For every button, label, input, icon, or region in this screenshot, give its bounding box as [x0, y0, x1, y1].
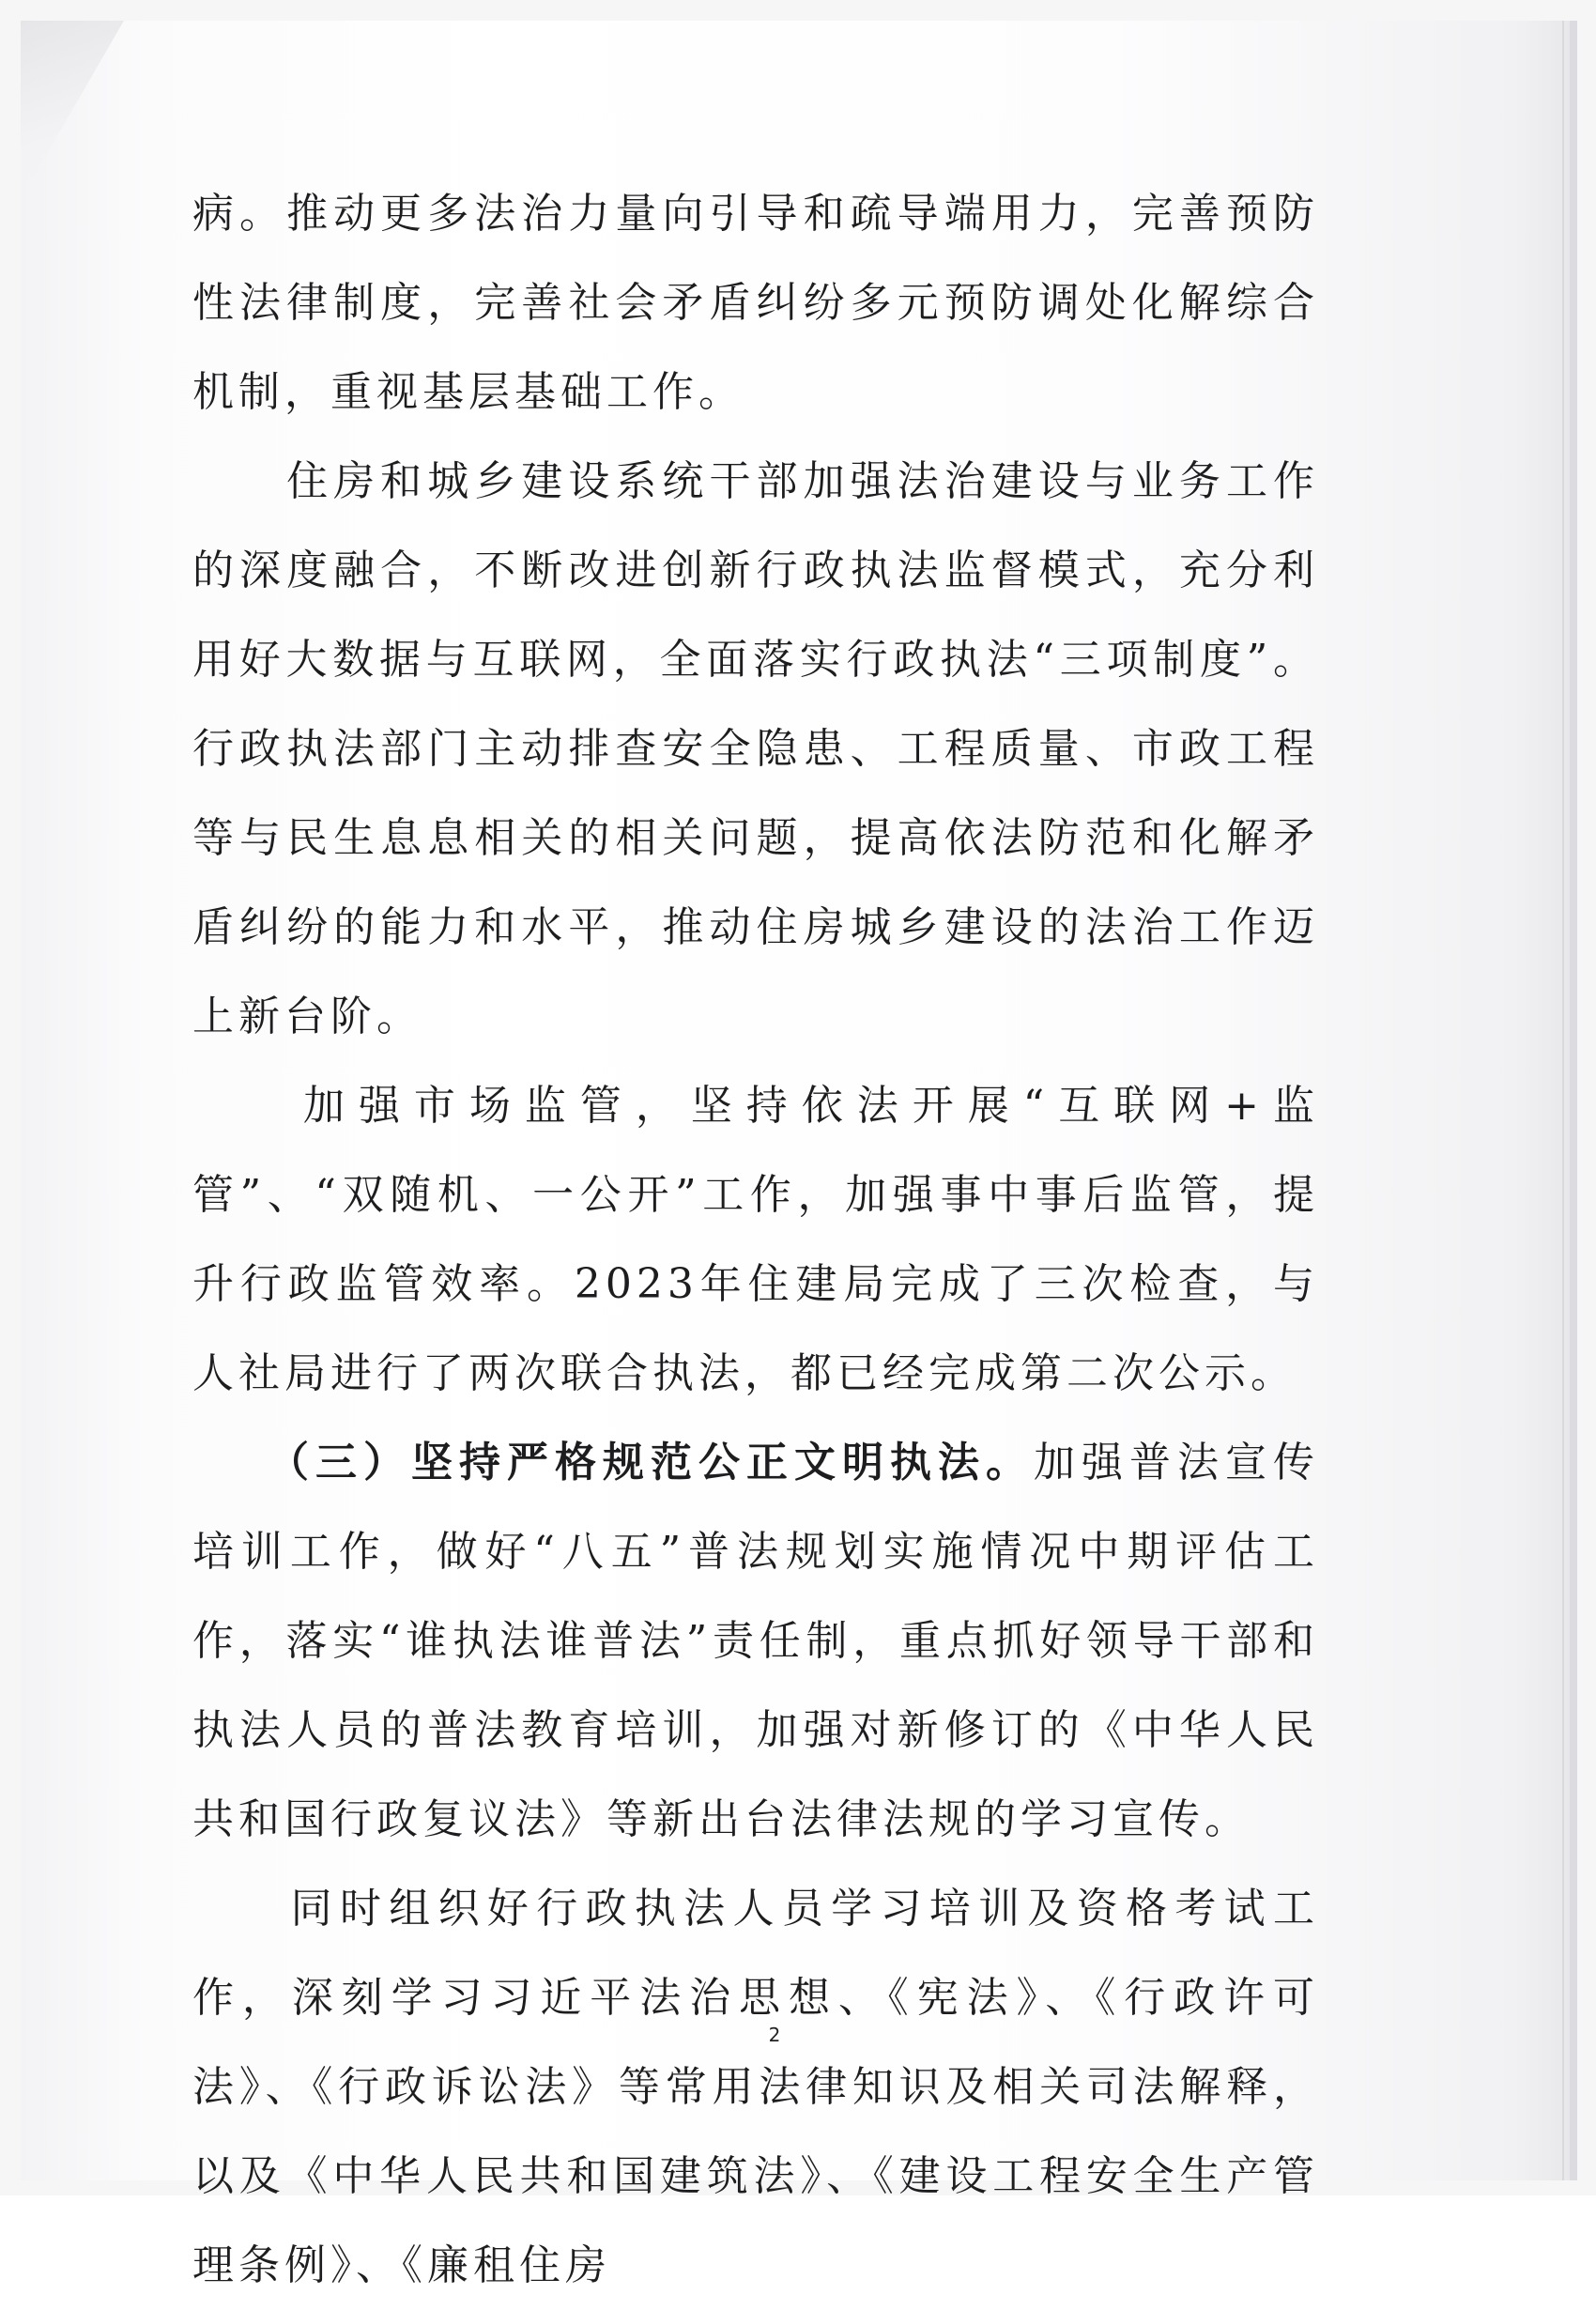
paragraph-final: 同时组织好行政执法人员学习培训及资格考试工作，深刻学习习近平法治思想、《宪法》、《行政许可法》、《行政诉讼法》等常用法律知识及相关司法解释，以及《中华人民共和国建筑法》、《建设工程安全生产管理条例》、《廉租住房 — [192, 1885, 1319, 2289]
paragraph-2: 住房和城乡建设系统干部加强法治建设与业务工作的深度融合，不断改进创新行政执法监督模式，充分利用好大数据与互联网，全面落实行政执法“三项制度”。行政执法部门主动排查安全隐患、工程质量、市政工程等与民生息息相关的相关问题，提高依法防范和化解矛盾纠纷的能力和水平，推动住房城乡建设的法治工作迈上新台阶。 — [192, 457, 1319, 1040]
page-edge-line — [1562, 21, 1564, 2180]
section-paragraph — [192, 1418, 1319, 1864]
page-number: 2 — [768, 2024, 781, 2046]
section-text: 加强普法宣传培训工作，做好“八五”普法规划实施情况中期评估工作，落实“谁执法谁普法”责任制，重点抓好领导干部和执法人员的普法教育培训，加强对新修订的《中华人民共和国行政复议法》等新出台法律法规的学习宣传。 — [192, 1439, 1319, 1843]
paragraph-3: 加强市场监管，坚持依法开展“互联网+监管”、“双随机、一公开”工作，加强事中事后监管，提升行政监管效率。2023年住建局完成了三次检查，与人社局进行了两次联合执法，都已经完成第二次公示。 — [192, 1082, 1319, 1397]
document-body — [192, 169, 1319, 2310]
page-edge-shadow — [1570, 21, 1577, 2180]
section-heading: （三）坚持严格规范公正文明执法。 — [192, 1439, 1034, 1486]
paragraph-1: 病。推动更多法治力量向引导和疏导端用力，完善预防性法律制度，完善社会矛盾纠纷多元预防调处化解综合机制，重视基层基础工作。 — [192, 190, 1319, 416]
